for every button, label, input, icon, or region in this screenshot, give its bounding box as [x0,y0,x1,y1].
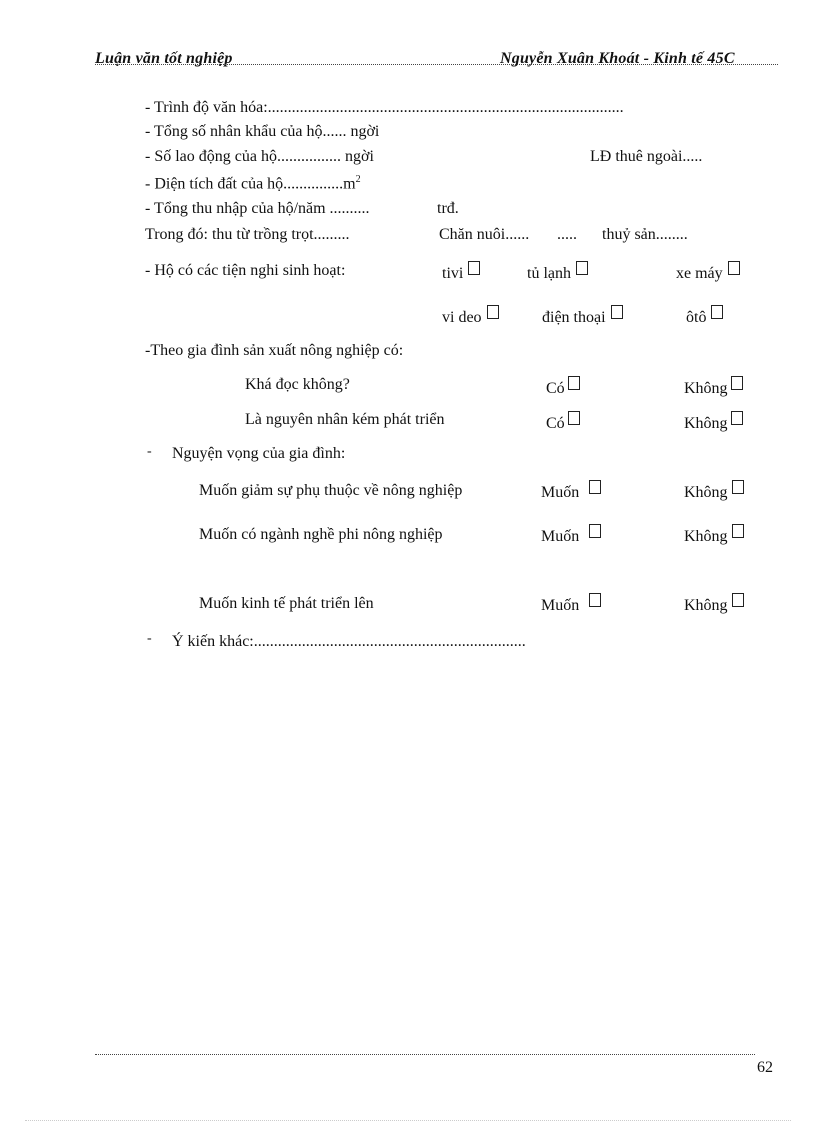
other-opinion-field: Ý kiến khác:.................................................................... [172,633,526,650]
amenity-car-label: ôtô [686,309,707,326]
aspiration-yes-3 [541,593,601,614]
amenity-motorbike [676,261,740,282]
header-right: Nguyễn Xuân Khoát - Kinh tế 45C [500,50,735,67]
income-unit: trđ. [437,200,459,217]
header-rule [95,64,778,65]
amenity-fridge-label: tủ lạnh [527,265,571,282]
aspirations-bullet: - [147,444,152,459]
aspiration-no-2 [684,524,744,545]
aspiration-question-2: Muốn có ngành nghề phi nông nghiệp [199,526,443,543]
amenity-motorbike-checkbox[interactable] [728,261,740,275]
agriculture-no-2-label: Không [684,415,728,432]
amenity-car [686,305,723,326]
amenities-label: - Hộ có các tiện nghi sinh hoạt: [145,262,346,279]
aspiration-yes-2-checkbox[interactable] [589,524,601,538]
other-bullet: - [147,631,152,646]
agriculture-intro: -Theo gia đình sản xuất nông nghiệp có: [145,342,404,359]
agriculture-yes-2 [546,411,580,432]
agriculture-question-1: Khá đọc không? [245,376,350,393]
aspiration-no-3 [684,593,744,614]
aspiration-yes-1-checkbox[interactable] [589,480,601,494]
agriculture-no-1 [684,376,743,397]
fishery-field: thuỷ sản........ [602,226,688,243]
aspiration-no-2-label: Không [684,528,728,545]
aspiration-yes-1-label: Muốn [541,484,580,501]
amenity-video-checkbox[interactable] [487,305,499,319]
amenity-fridge-checkbox[interactable] [576,261,588,275]
page-bottom-rule [25,1120,791,1121]
agriculture-yes-2-label: Có [546,415,565,432]
aspirations-intro: Nguyện vọng của gia đình: [172,445,346,462]
agriculture-yes-1-label: Có [546,380,565,397]
agriculture-no-2 [684,411,743,432]
land-area-field [145,175,361,192]
page-number: 62 [757,1059,773,1076]
income-field: - Tổng thu nhập của hộ/năm .......... [145,200,370,217]
aspiration-question-3: Muốn kinh tế phát triển lên [199,595,374,612]
land-area-text: - Diện tích đất của hộ...............m [145,175,356,193]
agriculture-yes-1-checkbox[interactable] [568,376,580,390]
amenity-car-checkbox[interactable] [711,305,723,319]
aspiration-yes-2-label: Muốn [541,528,580,545]
income-breakdown: Trong đó: thu từ trồng trọt......... [145,226,350,243]
amenity-video [442,305,499,326]
livestock-field: Chăn nuôi...... [439,226,530,243]
education-field: - Trình độ văn hóa:......................................................................................... [145,99,624,116]
amenity-motorbike-label: xe máy [676,265,723,282]
agriculture-no-1-checkbox[interactable] [731,376,743,390]
aspiration-no-1-label: Không [684,484,728,501]
aspiration-no-3-label: Không [684,597,728,614]
agriculture-yes-2-checkbox[interactable] [568,411,580,425]
amenity-phone-label: điện thoại [542,309,606,326]
amenity-phone [542,305,623,326]
labor-field: - Số lao động của hộ................ ngời [145,148,374,165]
amenity-fridge [527,261,588,282]
aspiration-yes-2 [541,524,601,545]
aspiration-question-1: Muốn giảm sự phụ thuộc về nông nghiệp [199,482,463,499]
amenity-video-label: vi deo [442,309,482,326]
amenity-tivi-label: tivi [442,265,464,282]
aspiration-yes-1 [541,480,601,501]
livestock-extra: ..... [557,226,577,243]
header-left: Luận văn tốt nghiệp [95,50,233,67]
aspiration-no-2-checkbox[interactable] [732,524,744,538]
aspiration-yes-3-checkbox[interactable] [589,593,601,607]
amenity-phone-checkbox[interactable] [611,305,623,319]
agriculture-question-2: Là nguyên nhân kém phát triển [245,411,445,428]
amenity-tivi [442,261,480,282]
land-area-sup: 2 [355,174,361,185]
hired-labor-field: LĐ thuê ngoài..... [590,148,703,165]
aspiration-yes-3-label: Muốn [541,597,580,614]
agriculture-no-2-checkbox[interactable] [731,411,743,425]
aspiration-no-1 [684,480,744,501]
amenity-tivi-checkbox[interactable] [468,261,480,275]
aspiration-no-3-checkbox[interactable] [732,593,744,607]
agriculture-yes-1 [546,376,580,397]
agriculture-no-1-label: Không [684,380,728,397]
footer-rule [95,1054,755,1055]
aspiration-no-1-checkbox[interactable] [732,480,744,494]
household-size-field: - Tổng số nhân khẩu của hộ...... ngời [145,123,380,140]
